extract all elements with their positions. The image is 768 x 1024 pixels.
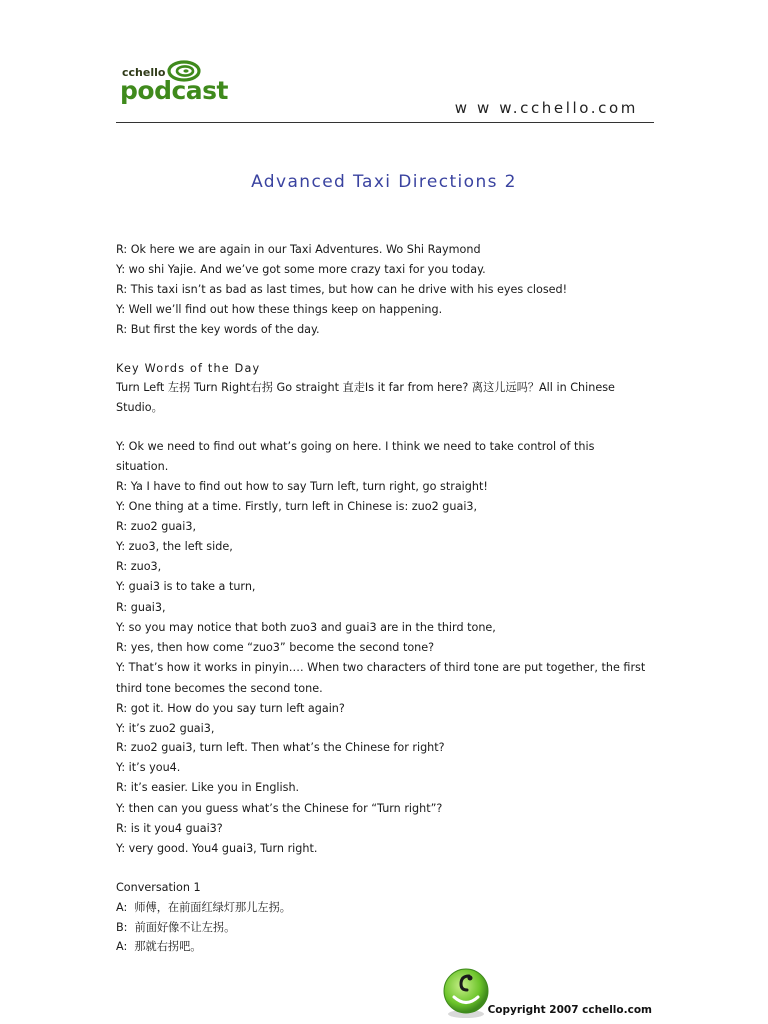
kw-is-it-far: Is it far from here? [364, 381, 472, 394]
conversation-line [116, 918, 235, 938]
kw-turn-right: Turn Right [190, 381, 251, 394]
page-header [0, 0, 768, 130]
dialogue-line: Y: then can you guess what’s the Chinese for “Turn right”? [116, 802, 443, 815]
dialogue-line: R: it’s easier. Like you in English. [116, 781, 300, 794]
dialogue-line: Y: so you may notice that both zuo3 and guai3 are in the third tone, [116, 621, 496, 634]
dialogue-line: situation. [116, 460, 169, 473]
intro-line: R: But first the key words of the day. [116, 323, 320, 336]
intro-line: Y: Well we’ll find out how these things keep on happening. [116, 303, 443, 316]
dialogue-line: third tone becomes the second tone. [116, 682, 323, 695]
kw-turn-left-zh: 左拐 [167, 381, 191, 394]
copyright-text: Copyright 2007 cchello.com [487, 1004, 652, 1016]
dialogue-line: R: yes, then how come “zuo3” become the second tone? [116, 641, 435, 654]
conversation-text: 前面好像不让左拐。 [134, 921, 236, 934]
dialogue-line: Y: it’s you4. [116, 761, 181, 774]
dialogue-line: Y: guai3 is to take a turn, [116, 580, 256, 593]
key-words-line [116, 378, 615, 398]
site-url: w w w.cchello.com [454, 99, 638, 117]
cchello-podcast-logo [120, 60, 230, 108]
dialogue-line: Y: That’s how it works in pinyin…. When two characters of third tone are put together, the first [116, 661, 646, 674]
intro-line: R: Ok here we are again in our Taxi Adventures. Wo Shi Raymond [116, 243, 481, 256]
intro-line: Y: wo shi Yajie. And we’ve got some more crazy taxi for you today. [116, 263, 486, 276]
dialogue-line: R: zuo3, [116, 560, 162, 573]
key-words-heading: Key Words of the Day [116, 362, 261, 375]
speaker-label: A: [116, 901, 128, 914]
conversation-line [116, 937, 202, 957]
conversation-line [116, 898, 291, 918]
kw-studio: Studio [116, 401, 152, 414]
key-words-line [116, 398, 163, 418]
logo-big-text: podcast [120, 76, 228, 105]
document-title: Advanced Taxi Directions 2 [251, 172, 517, 192]
kw-go-straight-zh: 直走 [342, 381, 365, 394]
dialogue-line: Y: Ok we need to find out what’s going on here. I think we need to take control of this [116, 440, 595, 453]
conversation-text: 那就右拐吧。 [134, 940, 202, 953]
dialogue-line: Y: it’s zuo2 guai3, [116, 722, 215, 735]
speaker-label: B: [116, 921, 128, 934]
kw-period-zh: 。 [151, 401, 163, 414]
conversation-heading: Conversation 1 [116, 881, 201, 894]
conversation-text: 师傅，在前面红绿灯那儿左拐。 [134, 901, 291, 914]
logo-small-text: cchello [122, 66, 166, 79]
page-footer [0, 960, 768, 1024]
dialogue-line: Y: zuo3, the left side, [116, 540, 233, 553]
dialogue-line: R: Ya I have to find out how to say Turn left, turn right, go straight! [116, 480, 488, 493]
dialogue-line: Y: One thing at a time. Firstly, turn left in Chinese is: zuo2 guai3, [116, 500, 478, 513]
header-divider [116, 122, 654, 123]
dialogue-line: R: got it. How do you say turn left again? [116, 702, 345, 715]
dialogue-line: Y: very good. You4 guai3, Turn right. [116, 842, 318, 855]
dialogue-line: R: zuo2 guai3, turn left. Then what’s the Chinese for right? [116, 741, 445, 754]
speaker-label: A: [116, 940, 128, 953]
kw-turn-left: Turn Left [116, 381, 168, 394]
kw-all-in-chinese: All in Chinese [539, 381, 615, 394]
kw-go-straight: Go straight [272, 381, 343, 394]
dialogue-line: R: guai3, [116, 601, 166, 614]
kw-is-it-far-zh: 离这儿远吗？ [471, 381, 540, 394]
dialogue-line: R: is it you4 guai3? [116, 822, 223, 835]
intro-line: R: This taxi isn’t as bad as last times, but how can he drive with his eyes closed! [116, 283, 568, 296]
dialogue-line: R: zuo2 guai3, [116, 520, 197, 533]
kw-turn-right-zh: 右拐 [250, 381, 273, 394]
